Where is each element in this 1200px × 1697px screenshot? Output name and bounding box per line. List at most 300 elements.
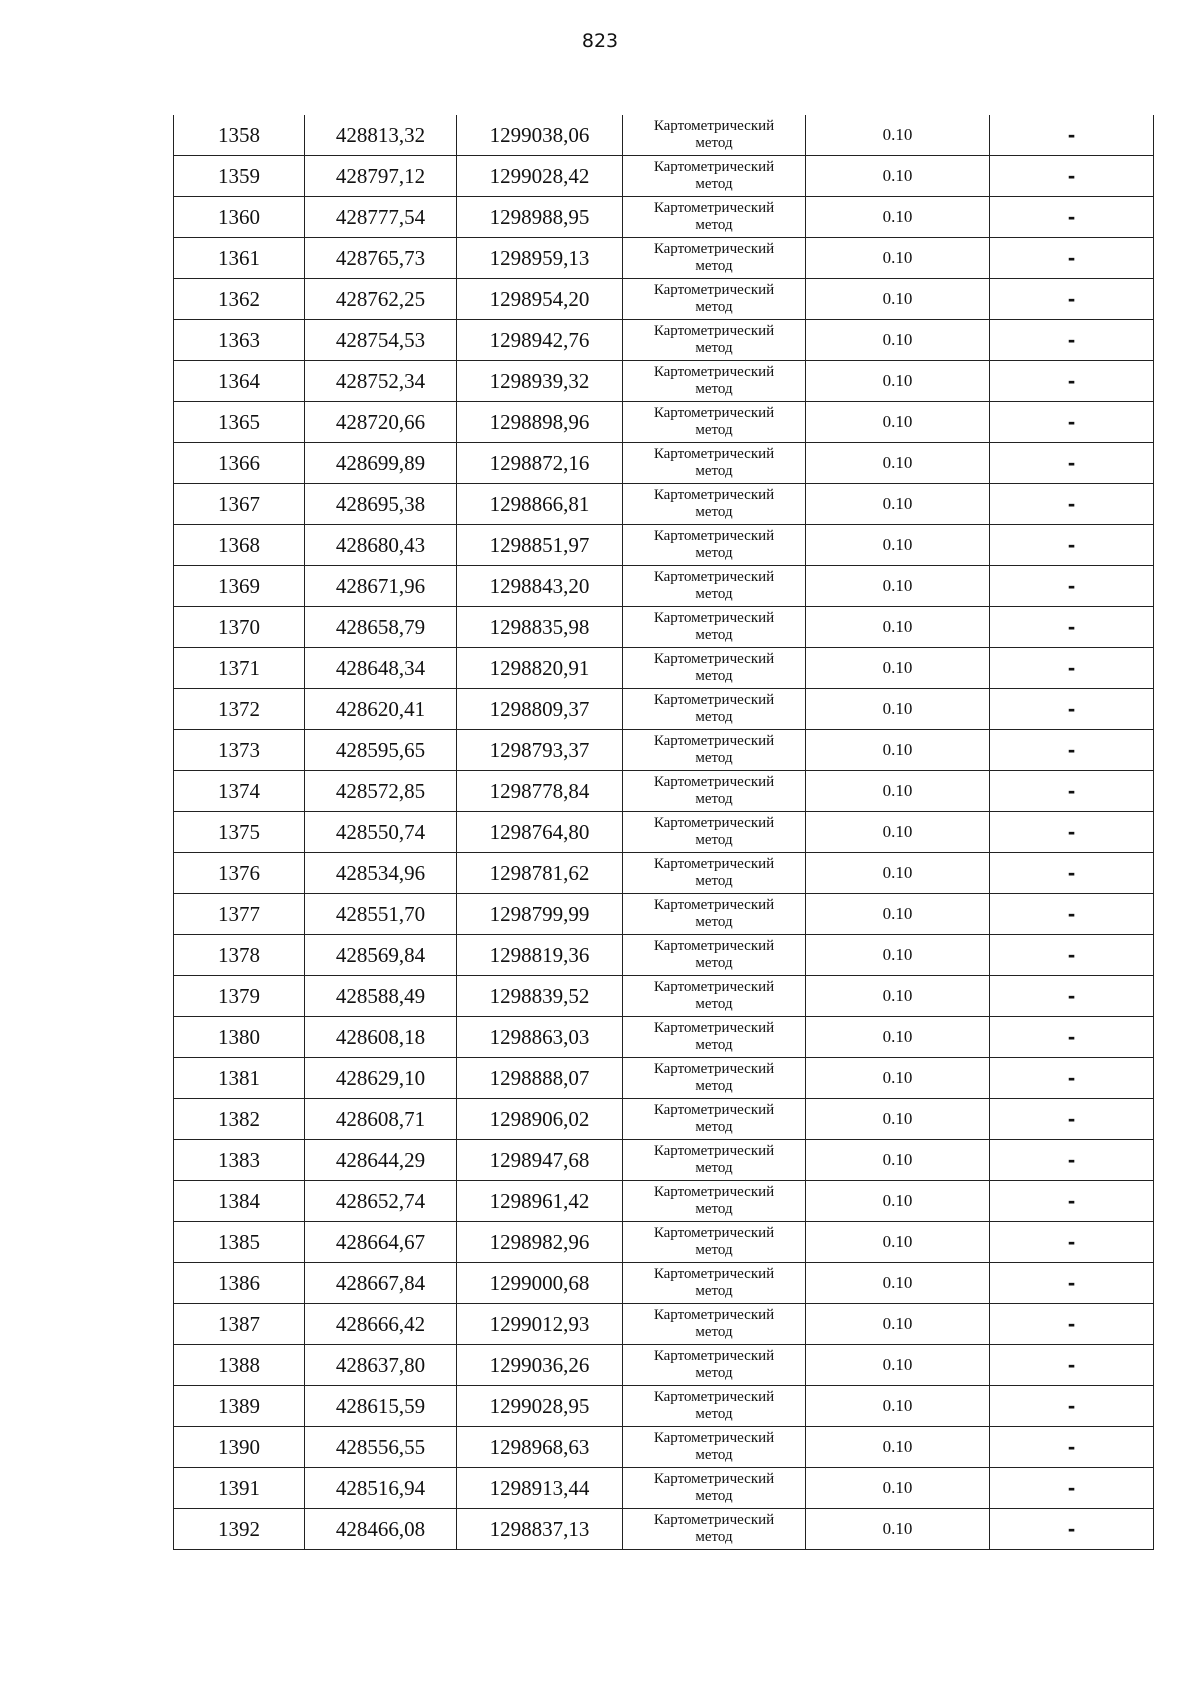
note-dash: - bbox=[990, 1058, 1154, 1099]
table-row bbox=[174, 648, 1154, 689]
point-number: 1386 bbox=[174, 1263, 305, 1304]
x-coordinate: 428534,96 bbox=[305, 853, 457, 894]
method-cell bbox=[623, 156, 806, 197]
method-cell bbox=[623, 648, 806, 689]
method-cell bbox=[623, 1099, 806, 1140]
table-row bbox=[174, 812, 1154, 853]
table-row bbox=[174, 730, 1154, 771]
table-row bbox=[174, 443, 1154, 484]
y-coordinate: 1298942,76 bbox=[457, 320, 623, 361]
method-line-2: метод bbox=[695, 955, 733, 971]
method-line-1: Картометрический bbox=[653, 569, 775, 585]
y-coordinate: 1298839,52 bbox=[457, 976, 623, 1017]
y-coordinate: 1298809,37 bbox=[457, 689, 623, 730]
method-line-1: Картометрический bbox=[653, 1389, 775, 1405]
x-coordinate: 428608,71 bbox=[305, 1099, 457, 1140]
note-dash: - bbox=[990, 935, 1154, 976]
method-line-2: метод bbox=[695, 791, 733, 807]
y-coordinate: 1298988,95 bbox=[457, 197, 623, 238]
accuracy-value: 0.10 bbox=[806, 1058, 990, 1099]
method-cell bbox=[623, 1509, 806, 1550]
accuracy-value: 0.10 bbox=[806, 853, 990, 894]
note-dash: - bbox=[990, 1140, 1154, 1181]
method-cell bbox=[623, 402, 806, 443]
table-row bbox=[174, 1181, 1154, 1222]
y-coordinate: 1298778,84 bbox=[457, 771, 623, 812]
point-number: 1361 bbox=[174, 238, 305, 279]
method-line-2: метод bbox=[695, 135, 733, 151]
accuracy-value: 0.10 bbox=[806, 689, 990, 730]
method-line-1: Картометрический bbox=[653, 241, 775, 257]
method-line-2: метод bbox=[695, 1324, 733, 1340]
point-number: 1388 bbox=[174, 1345, 305, 1386]
method-line-2: метод bbox=[695, 1119, 733, 1135]
method-line-2: метод bbox=[695, 1406, 733, 1422]
method-line-2: метод bbox=[695, 381, 733, 397]
point-number: 1387 bbox=[174, 1304, 305, 1345]
table-row bbox=[174, 1263, 1154, 1304]
method-line-1: Картометрический bbox=[653, 774, 775, 790]
point-number: 1380 bbox=[174, 1017, 305, 1058]
note-dash: - bbox=[990, 771, 1154, 812]
note-dash: - bbox=[990, 238, 1154, 279]
x-coordinate: 428765,73 bbox=[305, 238, 457, 279]
x-coordinate: 428652,74 bbox=[305, 1181, 457, 1222]
y-coordinate: 1298947,68 bbox=[457, 1140, 623, 1181]
x-coordinate: 428752,34 bbox=[305, 361, 457, 402]
y-coordinate: 1298863,03 bbox=[457, 1017, 623, 1058]
note-dash: - bbox=[990, 525, 1154, 566]
method-cell bbox=[623, 1222, 806, 1263]
method-line-2: метод bbox=[695, 586, 733, 602]
x-coordinate: 428615,59 bbox=[305, 1386, 457, 1427]
accuracy-value: 0.10 bbox=[806, 484, 990, 525]
method-cell bbox=[623, 238, 806, 279]
method-line-1: Картометрический bbox=[653, 733, 775, 749]
accuracy-value: 0.10 bbox=[806, 1222, 990, 1263]
coordinates-table bbox=[173, 115, 1154, 1550]
method-cell bbox=[623, 607, 806, 648]
note-dash: - bbox=[990, 1345, 1154, 1386]
method-cell bbox=[623, 320, 806, 361]
accuracy-value: 0.10 bbox=[806, 935, 990, 976]
method-cell bbox=[623, 1263, 806, 1304]
method-line-2: метод bbox=[695, 217, 733, 233]
method-line-1: Картометрический bbox=[653, 1266, 775, 1282]
table-row bbox=[174, 1427, 1154, 1468]
x-coordinate: 428550,74 bbox=[305, 812, 457, 853]
table-row bbox=[174, 1222, 1154, 1263]
note-dash: - bbox=[990, 1386, 1154, 1427]
table-row bbox=[174, 853, 1154, 894]
note-dash: - bbox=[990, 402, 1154, 443]
table-row bbox=[174, 320, 1154, 361]
y-coordinate: 1299038,06 bbox=[457, 115, 623, 156]
accuracy-value: 0.10 bbox=[806, 1345, 990, 1386]
note-dash: - bbox=[990, 607, 1154, 648]
y-coordinate: 1299000,68 bbox=[457, 1263, 623, 1304]
note-dash: - bbox=[990, 320, 1154, 361]
y-coordinate: 1298843,20 bbox=[457, 566, 623, 607]
x-coordinate: 428813,32 bbox=[305, 115, 457, 156]
accuracy-value: 0.10 bbox=[806, 443, 990, 484]
method-cell bbox=[623, 1181, 806, 1222]
method-line-1: Картометрический bbox=[653, 1102, 775, 1118]
note-dash: - bbox=[990, 689, 1154, 730]
note-dash: - bbox=[990, 484, 1154, 525]
y-coordinate: 1298820,91 bbox=[457, 648, 623, 689]
table-row bbox=[174, 1058, 1154, 1099]
method-cell bbox=[623, 689, 806, 730]
point-number: 1375 bbox=[174, 812, 305, 853]
accuracy-value: 0.10 bbox=[806, 115, 990, 156]
method-line-2: метод bbox=[695, 463, 733, 479]
method-line-2: метод bbox=[695, 873, 733, 889]
table-row bbox=[174, 894, 1154, 935]
accuracy-value: 0.10 bbox=[806, 1017, 990, 1058]
method-line-1: Картометрический bbox=[653, 487, 775, 503]
x-coordinate: 428754,53 bbox=[305, 320, 457, 361]
x-coordinate: 428648,34 bbox=[305, 648, 457, 689]
table-row bbox=[174, 607, 1154, 648]
point-number: 1391 bbox=[174, 1468, 305, 1509]
accuracy-value: 0.10 bbox=[806, 1509, 990, 1550]
table-row bbox=[174, 1099, 1154, 1140]
y-coordinate: 1298835,98 bbox=[457, 607, 623, 648]
method-line-2: метод bbox=[695, 340, 733, 356]
point-number: 1366 bbox=[174, 443, 305, 484]
y-coordinate: 1298888,07 bbox=[457, 1058, 623, 1099]
point-number: 1383 bbox=[174, 1140, 305, 1181]
method-line-1: Картометрический bbox=[653, 528, 775, 544]
note-dash: - bbox=[990, 1222, 1154, 1263]
method-line-1: Картометрический bbox=[653, 1348, 775, 1364]
method-line-2: метод bbox=[695, 627, 733, 643]
note-dash: - bbox=[990, 1099, 1154, 1140]
table-row bbox=[174, 115, 1154, 156]
point-number: 1370 bbox=[174, 607, 305, 648]
point-number: 1368 bbox=[174, 525, 305, 566]
x-coordinate: 428762,25 bbox=[305, 279, 457, 320]
x-coordinate: 428569,84 bbox=[305, 935, 457, 976]
method-line-1: Картометрический bbox=[653, 938, 775, 954]
method-line-1: Картометрический bbox=[653, 1020, 775, 1036]
point-number: 1377 bbox=[174, 894, 305, 935]
method-line-2: метод bbox=[695, 1242, 733, 1258]
note-dash: - bbox=[990, 894, 1154, 935]
point-number: 1384 bbox=[174, 1181, 305, 1222]
point-number: 1376 bbox=[174, 853, 305, 894]
y-coordinate: 1298764,80 bbox=[457, 812, 623, 853]
note-dash: - bbox=[990, 730, 1154, 771]
accuracy-value: 0.10 bbox=[806, 525, 990, 566]
note-dash: - bbox=[990, 1509, 1154, 1550]
note-dash: - bbox=[990, 443, 1154, 484]
x-coordinate: 428666,42 bbox=[305, 1304, 457, 1345]
table-row bbox=[174, 566, 1154, 607]
method-line-2: метод bbox=[695, 1037, 733, 1053]
x-coordinate: 428720,66 bbox=[305, 402, 457, 443]
method-line-1: Картометрический bbox=[653, 1225, 775, 1241]
table-row bbox=[174, 689, 1154, 730]
x-coordinate: 428680,43 bbox=[305, 525, 457, 566]
x-coordinate: 428588,49 bbox=[305, 976, 457, 1017]
point-number: 1390 bbox=[174, 1427, 305, 1468]
method-line-1: Картометрический bbox=[653, 897, 775, 913]
accuracy-value: 0.10 bbox=[806, 238, 990, 279]
method-cell bbox=[623, 1427, 806, 1468]
method-line-2: метод bbox=[695, 1447, 733, 1463]
method-line-1: Картометрический bbox=[653, 1307, 775, 1323]
method-line-1: Картометрический bbox=[653, 1430, 775, 1446]
method-line-1: Картометрический bbox=[653, 856, 775, 872]
method-cell bbox=[623, 484, 806, 525]
y-coordinate: 1298968,63 bbox=[457, 1427, 623, 1468]
y-coordinate: 1298982,96 bbox=[457, 1222, 623, 1263]
accuracy-value: 0.10 bbox=[806, 156, 990, 197]
x-coordinate: 428556,55 bbox=[305, 1427, 457, 1468]
accuracy-value: 0.10 bbox=[806, 402, 990, 443]
table-row bbox=[174, 1509, 1154, 1550]
method-cell bbox=[623, 566, 806, 607]
coordinates-table-body bbox=[174, 115, 1154, 1550]
y-coordinate: 1298906,02 bbox=[457, 1099, 623, 1140]
method-line-1: Картометрический bbox=[653, 446, 775, 462]
accuracy-value: 0.10 bbox=[806, 197, 990, 238]
method-cell bbox=[623, 771, 806, 812]
point-number: 1364 bbox=[174, 361, 305, 402]
method-line-1: Картометрический bbox=[653, 815, 775, 831]
method-cell bbox=[623, 525, 806, 566]
method-line-1: Картометрический bbox=[653, 979, 775, 995]
accuracy-value: 0.10 bbox=[806, 1304, 990, 1345]
table-row bbox=[174, 1386, 1154, 1427]
point-number: 1385 bbox=[174, 1222, 305, 1263]
note-dash: - bbox=[990, 1017, 1154, 1058]
method-cell bbox=[623, 1468, 806, 1509]
method-cell bbox=[623, 115, 806, 156]
x-coordinate: 428699,89 bbox=[305, 443, 457, 484]
y-coordinate: 1299028,42 bbox=[457, 156, 623, 197]
point-number: 1363 bbox=[174, 320, 305, 361]
method-line-1: Картометрический bbox=[653, 651, 775, 667]
x-coordinate: 428629,10 bbox=[305, 1058, 457, 1099]
accuracy-value: 0.10 bbox=[806, 1386, 990, 1427]
x-coordinate: 428637,80 bbox=[305, 1345, 457, 1386]
method-line-1: Картометрический bbox=[653, 118, 775, 134]
x-coordinate: 428777,54 bbox=[305, 197, 457, 238]
table-row bbox=[174, 976, 1154, 1017]
accuracy-value: 0.10 bbox=[806, 894, 990, 935]
x-coordinate: 428671,96 bbox=[305, 566, 457, 607]
method-cell bbox=[623, 730, 806, 771]
method-cell bbox=[623, 1140, 806, 1181]
note-dash: - bbox=[990, 1468, 1154, 1509]
note-dash: - bbox=[990, 1263, 1154, 1304]
point-number: 1360 bbox=[174, 197, 305, 238]
x-coordinate: 428595,65 bbox=[305, 730, 457, 771]
accuracy-value: 0.10 bbox=[806, 976, 990, 1017]
method-cell bbox=[623, 361, 806, 402]
method-cell bbox=[623, 812, 806, 853]
accuracy-value: 0.10 bbox=[806, 1181, 990, 1222]
table-row bbox=[174, 935, 1154, 976]
point-number: 1382 bbox=[174, 1099, 305, 1140]
method-cell bbox=[623, 894, 806, 935]
table-row bbox=[174, 771, 1154, 812]
y-coordinate: 1298959,13 bbox=[457, 238, 623, 279]
x-coordinate: 428658,79 bbox=[305, 607, 457, 648]
point-number: 1374 bbox=[174, 771, 305, 812]
method-cell bbox=[623, 1017, 806, 1058]
table-row bbox=[174, 156, 1154, 197]
method-line-1: Картометрический bbox=[653, 364, 775, 380]
note-dash: - bbox=[990, 976, 1154, 1017]
method-line-1: Картометрический bbox=[653, 610, 775, 626]
y-coordinate: 1298939,32 bbox=[457, 361, 623, 402]
table-row bbox=[174, 1468, 1154, 1509]
table-row bbox=[174, 279, 1154, 320]
y-coordinate: 1298781,62 bbox=[457, 853, 623, 894]
table-row bbox=[174, 197, 1154, 238]
method-line-2: метод bbox=[695, 1488, 733, 1504]
method-cell bbox=[623, 1345, 806, 1386]
method-line-2: метод bbox=[695, 545, 733, 561]
method-line-2: метод bbox=[695, 258, 733, 274]
note-dash: - bbox=[990, 197, 1154, 238]
note-dash: - bbox=[990, 1181, 1154, 1222]
point-number: 1372 bbox=[174, 689, 305, 730]
accuracy-value: 0.10 bbox=[806, 279, 990, 320]
y-coordinate: 1298872,16 bbox=[457, 443, 623, 484]
method-line-1: Картометрический bbox=[653, 1061, 775, 1077]
table-row bbox=[174, 1017, 1154, 1058]
method-line-1: Картометрический bbox=[653, 323, 775, 339]
method-line-2: метод bbox=[695, 1160, 733, 1176]
point-number: 1373 bbox=[174, 730, 305, 771]
method-line-2: метод bbox=[695, 832, 733, 848]
method-line-2: метод bbox=[695, 1529, 733, 1545]
note-dash: - bbox=[990, 279, 1154, 320]
x-coordinate: 428608,18 bbox=[305, 1017, 457, 1058]
method-line-1: Картометрический bbox=[653, 159, 775, 175]
y-coordinate: 1299012,93 bbox=[457, 1304, 623, 1345]
note-dash: - bbox=[990, 1427, 1154, 1468]
y-coordinate: 1298799,99 bbox=[457, 894, 623, 935]
accuracy-value: 0.10 bbox=[806, 812, 990, 853]
accuracy-value: 0.10 bbox=[806, 320, 990, 361]
method-line-2: метод bbox=[695, 1078, 733, 1094]
point-number: 1371 bbox=[174, 648, 305, 689]
method-line-1: Картометрический bbox=[653, 1471, 775, 1487]
accuracy-value: 0.10 bbox=[806, 1427, 990, 1468]
method-line-2: метод bbox=[695, 176, 733, 192]
y-coordinate: 1298961,42 bbox=[457, 1181, 623, 1222]
point-number: 1365 bbox=[174, 402, 305, 443]
point-number: 1378 bbox=[174, 935, 305, 976]
note-dash: - bbox=[990, 1304, 1154, 1345]
method-cell bbox=[623, 1386, 806, 1427]
table-row bbox=[174, 1345, 1154, 1386]
accuracy-value: 0.10 bbox=[806, 607, 990, 648]
note-dash: - bbox=[990, 156, 1154, 197]
x-coordinate: 428572,85 bbox=[305, 771, 457, 812]
method-line-2: метод bbox=[695, 1201, 733, 1217]
method-line-1: Картометрический bbox=[653, 1184, 775, 1200]
y-coordinate: 1299036,26 bbox=[457, 1345, 623, 1386]
accuracy-value: 0.10 bbox=[806, 648, 990, 689]
accuracy-value: 0.10 bbox=[806, 566, 990, 607]
method-line-2: метод bbox=[695, 422, 733, 438]
method-line-2: метод bbox=[695, 504, 733, 520]
point-number: 1359 bbox=[174, 156, 305, 197]
point-number: 1367 bbox=[174, 484, 305, 525]
method-line-2: метод bbox=[695, 914, 733, 930]
x-coordinate: 428644,29 bbox=[305, 1140, 457, 1181]
accuracy-value: 0.10 bbox=[806, 1099, 990, 1140]
note-dash: - bbox=[990, 361, 1154, 402]
point-number: 1389 bbox=[174, 1386, 305, 1427]
point-number: 1392 bbox=[174, 1509, 305, 1550]
y-coordinate: 1298898,96 bbox=[457, 402, 623, 443]
x-coordinate: 428695,38 bbox=[305, 484, 457, 525]
note-dash: - bbox=[990, 648, 1154, 689]
point-number: 1381 bbox=[174, 1058, 305, 1099]
method-line-2: метод bbox=[695, 668, 733, 684]
page-number: 823 bbox=[581, 30, 619, 52]
method-cell bbox=[623, 1304, 806, 1345]
method-cell bbox=[623, 279, 806, 320]
point-number: 1362 bbox=[174, 279, 305, 320]
method-line-2: метод bbox=[695, 1365, 733, 1381]
method-line-1: Картометрический bbox=[653, 200, 775, 216]
method-line-2: метод bbox=[695, 996, 733, 1012]
note-dash: - bbox=[990, 853, 1154, 894]
method-line-1: Картометрический bbox=[653, 692, 775, 708]
accuracy-value: 0.10 bbox=[806, 1263, 990, 1304]
y-coordinate: 1298851,97 bbox=[457, 525, 623, 566]
accuracy-value: 0.10 bbox=[806, 1140, 990, 1181]
table-row bbox=[174, 402, 1154, 443]
y-coordinate: 1299028,95 bbox=[457, 1386, 623, 1427]
x-coordinate: 428620,41 bbox=[305, 689, 457, 730]
y-coordinate: 1298837,13 bbox=[457, 1509, 623, 1550]
x-coordinate: 428466,08 bbox=[305, 1509, 457, 1550]
table-row bbox=[174, 1140, 1154, 1181]
method-line-1: Картометрический bbox=[653, 405, 775, 421]
x-coordinate: 428797,12 bbox=[305, 156, 457, 197]
table-row bbox=[174, 361, 1154, 402]
method-cell bbox=[623, 976, 806, 1017]
y-coordinate: 1298913,44 bbox=[457, 1468, 623, 1509]
table-row bbox=[174, 1304, 1154, 1345]
point-number: 1379 bbox=[174, 976, 305, 1017]
point-number: 1369 bbox=[174, 566, 305, 607]
x-coordinate: 428664,67 bbox=[305, 1222, 457, 1263]
method-cell bbox=[623, 197, 806, 238]
method-cell bbox=[623, 1058, 806, 1099]
note-dash: - bbox=[990, 566, 1154, 607]
method-line-2: метод bbox=[695, 709, 733, 725]
method-line-2: метод bbox=[695, 750, 733, 766]
method-line-2: метод bbox=[695, 299, 733, 315]
point-number: 1358 bbox=[174, 115, 305, 156]
y-coordinate: 1298866,81 bbox=[457, 484, 623, 525]
y-coordinate: 1298793,37 bbox=[457, 730, 623, 771]
table-row bbox=[174, 484, 1154, 525]
method-line-1: Картометрический bbox=[653, 1143, 775, 1159]
x-coordinate: 428667,84 bbox=[305, 1263, 457, 1304]
